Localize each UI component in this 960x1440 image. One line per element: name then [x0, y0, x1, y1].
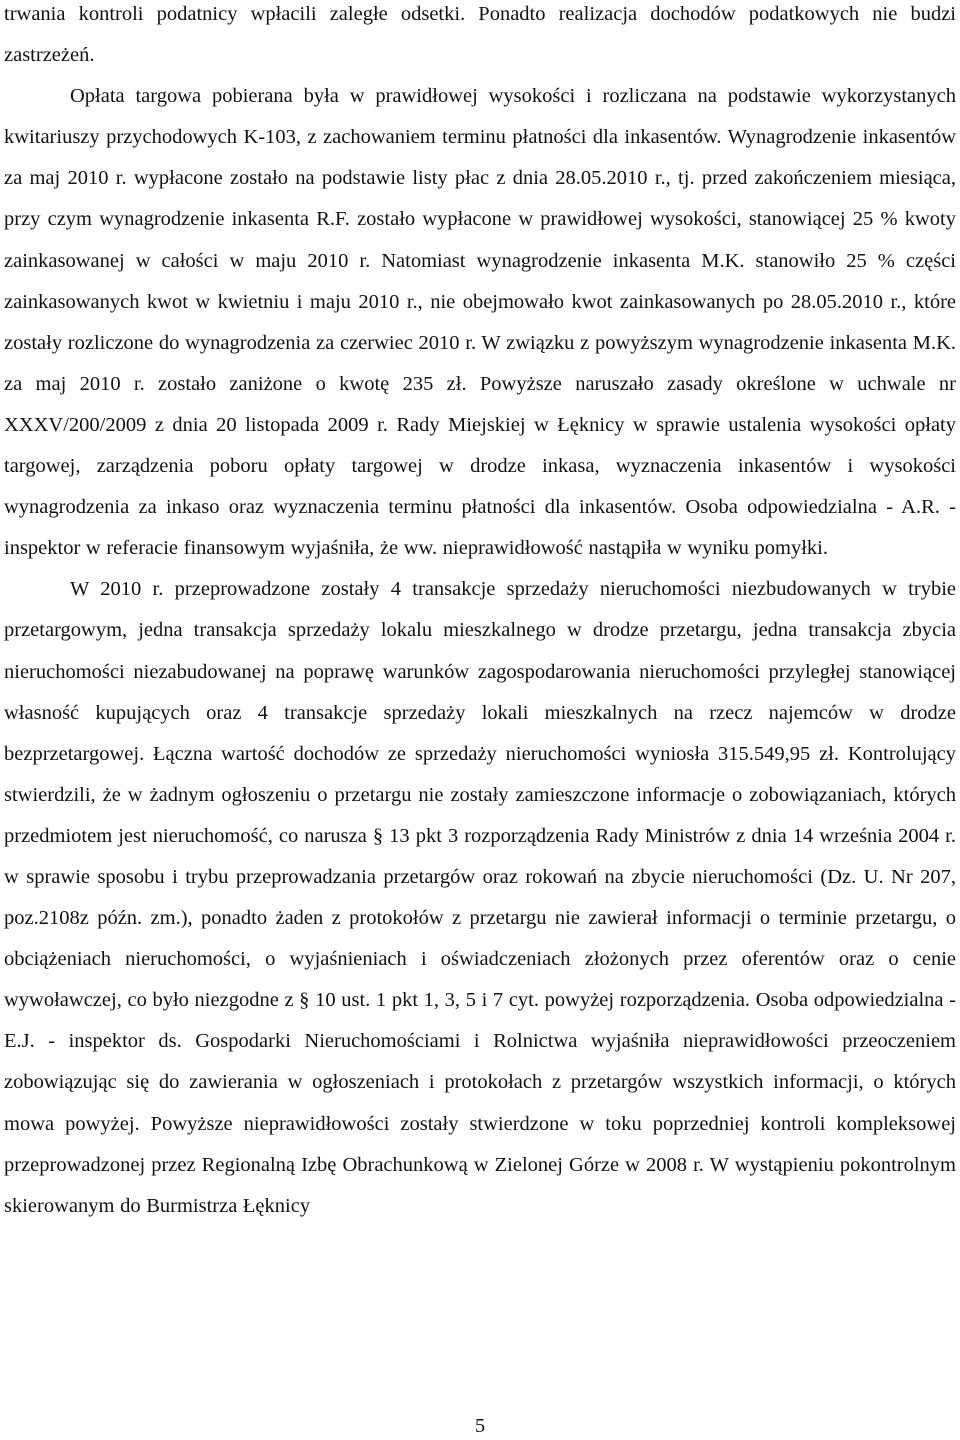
paragraph-2: Opłata targowa pobierana była w prawidłowej wysokości i rozliczana na podstawie wykorzystanych kwitariuszy przychodowych K-103, z zachowaniem terminu płatności dla inkasentów. Wynagrodzenie inkasentów za maj 2010 r. wypłacone zostało na podstawie listy płac z dnia 28.05.2010 r., tj. przed zakończeniem miesiąca, przy czym wynagrodzenie inkasenta R.F. zostało wypłacone w prawidłowej wysokości, stanowiącej 25 % kwoty zainkasowanej w całości w maju 2010 r. Natomiast wynagrodzenie inkasenta M.K. stanowiło 25 % części zainkasowanych kwot w kwietniu i maju 2010 r., nie obejmowało kwot zainkasowanych po 28.05.2010 r., które zostały rozliczone do wynagrodzenia za czerwiec 2010 r. W związku z powyższym wynagrodzenie inkasenta M.K. za maj 2010 r. zostało zaniżone o kwotę 235 zł. Powyższe naruszało zasady określone w uchwale nr XXXV/200/2009 z dnia 20 listopada 2009 r. Rady Miejskiej w Łęknicy w sprawie ustalenia wysokości opłaty targowej, zarządzenia poboru opłaty targowej w drodze inkasa, wyznaczenia inkasentów i wysokości wynagrodzenia za inkaso oraz wyznaczenia terminu płatności dla inkasentów. Osoba odpowiedzialna - A.R. - inspektor w referacie finansowym wyjaśniła, że ww. nieprawidłowość nastąpiła w wyniku pomyłki.	[4, 85, 956, 560]
paragraph-1: trwania kontroli podatnicy wpłacili zaległe odsetki. Ponadto realizacja dochodów podatkowych nie budzi zastrzeżeń.	[4, 3, 956, 67]
document-body	[4, 0, 956, 1227]
paragraph-3: W 2010 r. przeprowadzone zostały 4 transakcje sprzedaży nieruchomości niezbudowanych w trybie przetargowym, jedna transakcja sprzedaży lokalu mieszkalnego w drodze przetargu, jedna transakcja zbycia nieruchomości niezabudowanej na poprawę warunków zagospodarowania nieruchomości przyległej stanowiącej własność kupujących oraz 4 transakcje sprzedaży lokali mieszkalnych na rzecz najemców w drodze bezprzetargowej. Łączna wartość dochodów ze sprzedaży nieruchomości wyniosła 315.549,95 zł. Kontrolujący stwierdzili, że w żadnym ogłoszeniu o przetargu nie zostały zamieszczone informacje o zobowiązaniach, których przedmiotem jest nieruchomość, co narusza § 13 pkt 3 rozporządzenia Rady Ministrów z dnia 14 września 2004 r. w sprawie sposobu i trybu przeprowadzania przetargów oraz rokowań na zbycie nieruchomości (Dz. U. Nr 207, poz.2108z późn. zm.), ponadto żaden z protokołów z przetargu nie zawierał informacji o terminie przetargu, o obciążeniach nieruchomości, o wyjaśnieniach i oświadczeniach złożonych przez oferentów oraz o cenie wywoławczej, co było niezgodne z § 10 ust. 1 pkt 1, 3, 5 i 7 cyt. powyżej rozporządzenia. Osoba odpowiedzialna - E.J. - inspektor ds. Gospodarki Nieruchomościami i Rolnictwa wyjaśniła nieprawidłowości przeoczeniem zobowiązując się do zawierania w ogłoszeniach i protokołach z przetargów wszystkich informacji, o których mowa powyżej. Powyższe nieprawidłowości zostały stwierdzone w toku poprzedniej kontroli kompleksowej przeprowadzonej przez Regionalną Izbę Obrachunkową w Zielonej Górze w 2008 r. W wystąpieniu pokontrolnym skierowanym do Burmistrza Łęknicy	[4, 578, 956, 1217]
page-number: 5	[474, 1415, 486, 1437]
